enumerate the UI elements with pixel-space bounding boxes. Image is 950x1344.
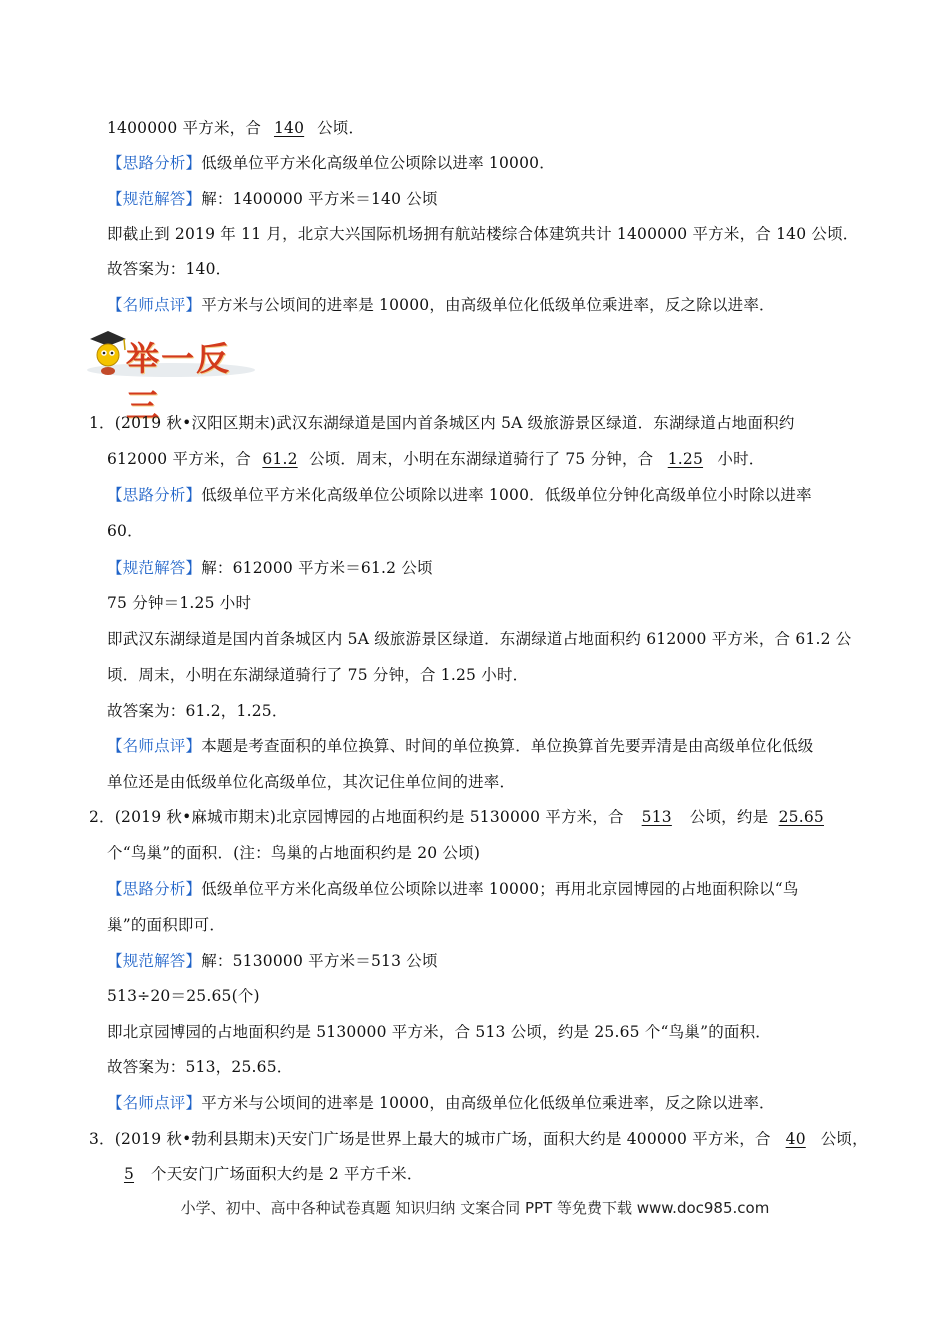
answer-blank: 140: [273, 119, 305, 137]
q1-stem-line2: 612000 平方米，合 61.2 公顷．周末，小明在东湖绿道骑行了 75 分钟，合 1.25 小时．: [107, 450, 765, 468]
q1-analysis: 【思路分析】低级单位平方米化高级单位公顷除以进率 1000．低级单位分钟化高级单位小时除以进率: [107, 486, 812, 504]
q1-review: 【名师点评】本题是考查面积的单位换算、时间的单位换算．单位换算首先要弄清是由高级单位化低级: [107, 737, 814, 755]
q2-stem-line1: 2．(2019 秋•麻城市期末)北京园博园的占地面积约是 5130000 平方米，合 513 公顷，约是 25.65: [89, 806, 834, 828]
intro-question: 1400000 平方米，合 140 公顷．: [107, 119, 365, 137]
answer-blank: 25.65: [778, 808, 824, 826]
answer-blank: 40: [785, 1130, 806, 1148]
q2-analysis-cont: 巢”的面积即可．: [107, 916, 226, 934]
banner-title: 举一反三: [126, 339, 231, 425]
q1-restate-1: 即武汉东湖绿道是国内首条城区内 5A 级旅游景区绿道．东湖绿道占地面积约 612000 平方米，合 61.2 公: [107, 630, 852, 648]
q1-stem-line1: 1．(2019 秋•汉阳区期末)武汉东湖绿道是国内首条城区内 5A 级旅游景区绿道．东湖绿道占地面积约: [89, 414, 795, 432]
answer-blank: 5: [123, 1165, 135, 1183]
q1-analysis-cont: 60．: [107, 522, 143, 540]
q3-stem-line1: 3．(2019 秋•勃利县期末)天安门广场是世界上最大的城市广场，面积大约是 400000 平方米，合 40 公顷，: [89, 1130, 868, 1148]
intro-restate: 即截止到 2019 年 11 月，北京大兴国际机场拥有航站楼综合体建筑共计 1400000 平方米，合 140 公顷．: [107, 225, 859, 243]
q2-answer: 故答案为：513，25.65．: [107, 1058, 293, 1076]
intro-answer: 故答案为：140．: [107, 260, 232, 278]
q2-restate: 即北京园博园的占地面积约是 5130000 平方米，合 513 公顷，约是 25.65 个“鸟巢”的面积．: [107, 1023, 772, 1041]
q1-review-cont: 单位还是由低级单位化高级单位，其次记住单位间的进率．: [107, 773, 516, 791]
q2-solution: 【规范解答】解：5130000 平方米＝513 公顷: [107, 952, 438, 970]
page-footer: 小学、初中、高中各种试卷真题 知识归纳 文案合同 PPT 等免费下载 www.doc985.com: [180, 1199, 770, 1217]
intro-analysis: 【思路分析】低级单位平方米化高级单位公顷除以进率 10000．: [107, 154, 555, 172]
q3-stem-line2: 5 个天安门广场面积大约是 2 平方千米．: [107, 1163, 423, 1185]
q1-restate-2: 顷．周末，小明在东湖绿道骑行了 75 分钟，合 1.25 小时．: [107, 666, 529, 684]
q2-review: 【名师点评】平方米与公顷间的进率是 10000，由高级单位化低级单位乘进率，反之除以进率．: [107, 1094, 775, 1112]
q2-stem-line2: 个“鸟巢”的面积．(注：鸟巢的占地面积约是 20 公顷): [107, 844, 481, 862]
q2-analysis: 【思路分析】低级单位平方米化高级单位公顷除以进率 10000；再用北京园博园的占地面积除以“鸟: [107, 880, 799, 898]
q1-solution-2: 75 分钟＝1.25 小时: [107, 594, 252, 612]
answer-blank: 513: [641, 808, 672, 826]
q1-solution: 【规范解答】解：612000 平方米＝61.2 公顷: [107, 559, 433, 577]
section-banner: [86, 325, 262, 425]
intro-review: 【名师点评】平方米与公顷间的进率是 10000，由高级单位化低级单位乘进率，反之除以进率．: [107, 296, 775, 314]
answer-blank: 1.25: [667, 450, 704, 468]
q1-answer: 故答案为：61.2，1.25．: [107, 702, 288, 720]
q2-solution-2: 513÷20＝25.65(个): [107, 987, 260, 1005]
intro-solution: 【规范解答】解：1400000 平方米＝140 公顷: [107, 190, 438, 208]
answer-blank: 61.2: [262, 450, 298, 468]
